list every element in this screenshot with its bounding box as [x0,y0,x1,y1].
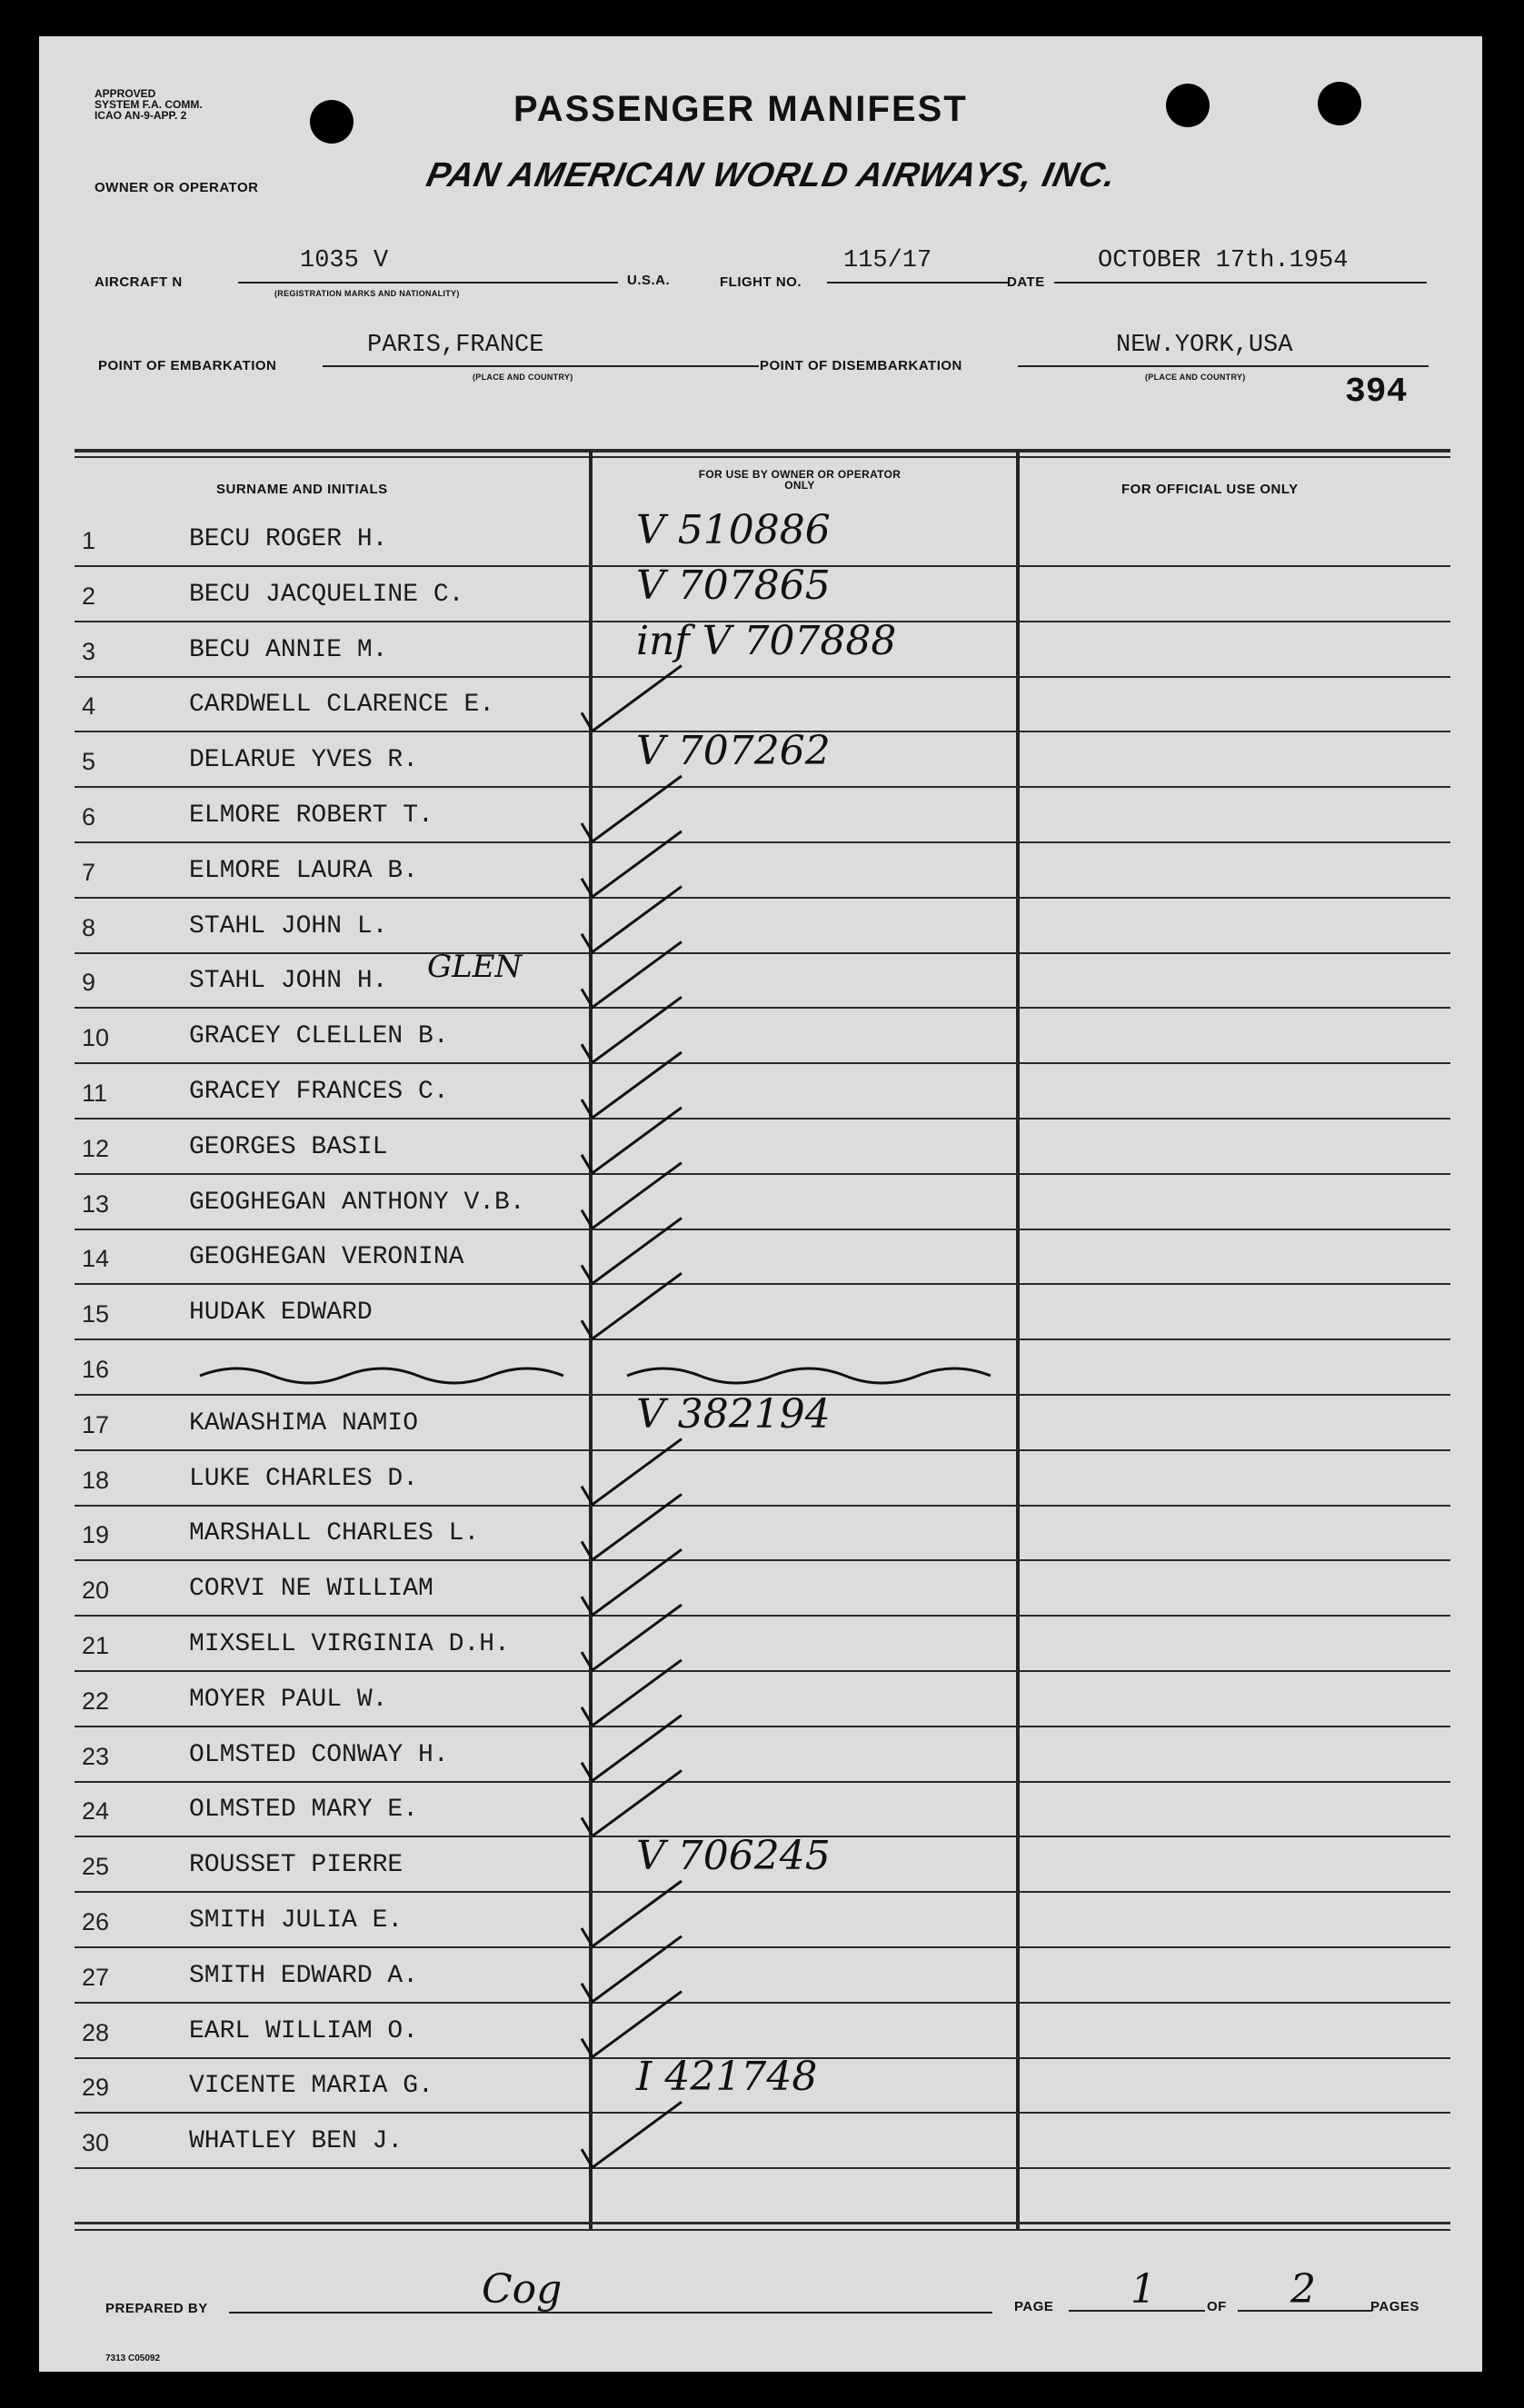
passenger-name: LUKE CHARLES D. [189,1464,419,1493]
row-number: 7 [82,858,96,886]
owner-note: I 421748 [636,2054,818,2101]
passenger-name: EARL WILLIAM O. [189,2016,419,2045]
passenger-name: ELMORE LAURA B. [189,856,419,885]
page-title: PASSENGER MANIFEST [513,89,968,129]
owner-note: V 707262 [636,728,831,775]
row-number: 22 [82,1687,110,1715]
disembarkation-value: NEW.YORK,USA [1116,332,1293,359]
col-official-header: FOR OFFICIAL USE ONLY [1121,482,1299,497]
approval-line: APPROVED [95,87,156,100]
date-value: OCTOBER 17th.1954 [1098,247,1349,274]
passenger-name: ELMORE ROBERT T. [189,801,433,830]
passenger-name: BECU JACQUELINE C. [189,580,464,609]
row-number: 26 [82,1908,110,1935]
prepared-signature: Cog [482,2266,563,2313]
passenger-name: ROUSSET PIERRE [189,1851,403,1880]
embarkation-label: POINT OF EMBARKATION [98,358,277,373]
approval-line: SYSTEM F.A. COMM. [95,98,203,111]
airline-name: PAN AMERICAN WORLD AIRWAYS, INC. [423,156,1121,194]
passenger-name: GEORGES BASIL [189,1132,388,1161]
row-number: 25 [82,1853,110,1881]
row-number: 21 [82,1632,110,1659]
row-number: 5 [82,748,96,776]
check-mark [582,1108,682,1173]
col-name-header: SURNAME AND INITIALS [216,482,388,497]
of-value: 2 [1290,2266,1316,2313]
flight-value: 115/17 [843,247,932,274]
handwritten-correction: GLEN [427,949,523,986]
check-mark [582,1881,682,1946]
row-number: 16 [82,1356,110,1383]
check-mark [582,1992,682,2057]
check-mark [582,1770,682,1836]
form-code: 7313 C05092 [105,2353,161,2363]
owner-note: V 707865 [636,562,831,609]
check-mark [582,1716,682,1781]
pages-label: PAGES [1370,2299,1419,2314]
row-number: 12 [82,1134,110,1162]
row-number: 18 [82,1466,110,1494]
check-mark [582,831,682,897]
row-number: 9 [82,969,96,997]
row-number: 3 [82,637,96,665]
check-mark [582,1439,682,1505]
row-number: 1 [82,527,96,554]
row-number: 8 [82,913,96,941]
row-number: 28 [82,2018,110,2046]
embarkation-value: PARIS,FRANCE [367,332,544,359]
passenger-name: GRACEY FRANCES C. [189,1078,449,1106]
row-number: 11 [82,1080,108,1107]
approval-line: ICAO AN-9-APP. 2 [95,109,187,122]
row-number: 6 [82,803,96,831]
passenger-name: GRACEY CLELLEN B. [189,1022,449,1051]
check-mark [582,1549,682,1615]
row-number: 24 [82,1797,110,1826]
page-label: PAGE [1014,2299,1054,2314]
check-mark [582,887,682,952]
aircraft-value: 1035 V [300,247,389,274]
registration-caption: (REGISTRATION MARKS AND NATIONALITY) [274,289,460,298]
passenger-name: STAHL JOHN H. [189,967,388,996]
row-number: 30 [82,2129,110,2157]
prepared-label: PREPARED BY [105,2301,208,2316]
passenger-name: BECU ROGER H. [189,525,388,553]
owner-label: OWNER OR OPERATOR [95,180,259,195]
row-number: 20 [82,1577,110,1605]
row-number: 14 [82,1245,110,1273]
aircraft-label: AIRCRAFT N [95,274,183,290]
passenger-name: OLMSTED MARY E. [189,1796,419,1825]
strike-through-wave [627,1368,991,1383]
passenger-name: CORVI NE WILLIAM [189,1575,433,1604]
of-label: OF [1207,2299,1227,2314]
check-mark [582,997,682,1062]
passenger-name: MOYER PAUL W. [189,1685,388,1714]
date-label: DATE [1007,274,1045,290]
passenger-name: BECU ANNIE M. [189,635,388,664]
row-number: 23 [82,1742,110,1770]
passenger-name: MARSHALL CHARLES L. [189,1519,480,1548]
passenger-name: STAHL JOHN L. [189,911,388,940]
row-number: 2 [82,582,96,610]
col-owner-header: FOR USE BY OWNER OR OPERATOR ONLY [698,468,901,492]
passenger-name: HUDAK EDWARD [189,1299,373,1328]
strike-through-wave [200,1368,563,1383]
row-number: 13 [82,1189,110,1218]
passenger-name: DELARUE YVES R. [189,746,419,775]
row-number: 4 [82,692,96,721]
passenger-name: VICENTE MARIA G. [189,2072,433,2101]
place-caption: (PLACE AND COUNTRY) [473,373,573,382]
owner-note: inf V 707888 [636,617,897,664]
passenger-name: OLMSTED CONWAY H. [189,1740,449,1769]
passenger-name: CARDWELL CLARENCE E. [189,691,495,720]
row-number: 15 [82,1300,110,1328]
owner-note: V 382194 [636,1390,831,1438]
passenger-name: WHATLEY BEN J. [189,2127,403,2156]
check-mark [582,2102,682,2167]
passenger-name: GEOGHEGAN VERONINA [189,1243,464,1272]
check-mark [582,1936,682,2002]
check-mark [582,776,682,841]
check-mark [582,1660,682,1726]
disembarkation-label: POINT OF DISEMBARKATION [760,358,962,373]
row-number: 10 [82,1024,110,1052]
passenger-name: MIXSELL VIRGINIA D.H. [189,1630,510,1658]
passenger-name: KAWASHIMA NAMIO [189,1408,419,1438]
passenger-name: SMITH EDWARD A. [189,1961,419,1990]
usa-label: U.S.A. [627,273,671,288]
place-caption-2: (PLACE AND COUNTRY) [1145,373,1246,382]
passenger-name: SMITH JULIA E. [189,1906,403,1935]
row-number: 27 [82,1963,110,1991]
row-number: 29 [82,2074,110,2102]
flight-label: FLIGHT NO. [720,274,802,290]
check-mark [582,1052,682,1118]
owner-note: V 706245 [636,1833,831,1880]
row-number: 19 [82,1521,110,1549]
check-mark [582,1218,682,1283]
check-mark [582,941,682,1007]
page-value: 1 [1131,2266,1156,2313]
check-mark [582,1494,682,1559]
passenger-name: GEOGHEGAN ANTHONY V.B. [189,1188,525,1217]
owner-note: V 510886 [636,507,831,553]
check-mark [582,1273,682,1338]
check-mark [582,1605,682,1670]
check-mark [582,1163,682,1229]
row-number: 17 [82,1410,110,1438]
check-mark [582,665,682,731]
sheet-number: 394 [1345,373,1408,412]
